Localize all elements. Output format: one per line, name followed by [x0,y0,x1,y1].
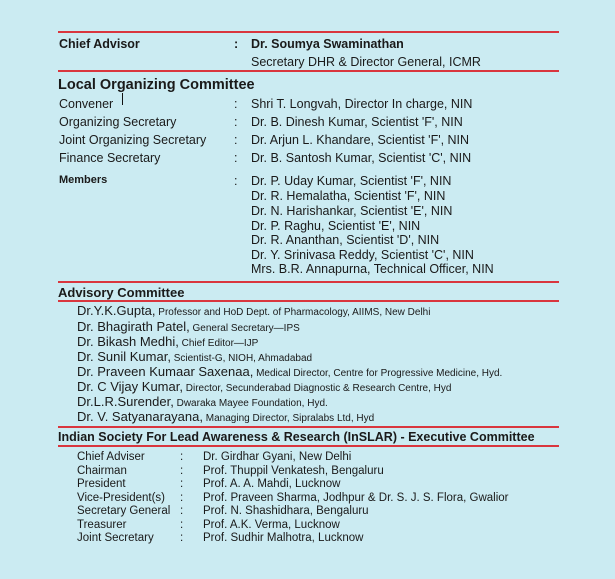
member-name: Dr.Y.K.Gupta, [77,303,156,318]
row-label: Finance Secretary [59,151,161,165]
colon: : [180,451,184,463]
row-label: Chief Adviser [77,451,145,463]
row-value: Prof. A. A. Mahdi, Lucknow [203,478,341,490]
row-value: Dr. B. Dinesh Kumar, Scientist 'F', NIN [251,115,463,129]
row-label: Convener [59,97,114,111]
chief-advisor-label: Chief Advisor [59,37,140,51]
advisory-member [77,349,312,364]
member: Dr. R. Ananthan, Scientist 'D', NIN [251,233,440,247]
row-value: Prof. A.K. Verma, Lucknow [203,519,340,531]
chief-advisor-title: Secretary DHR & Director General, ICMR [251,55,481,69]
member-name: Dr.L.R.Surender, [77,394,174,409]
divider [58,70,559,72]
advisory-member [77,379,451,394]
member-name: Dr. Sunil Kumar, [77,349,171,364]
colon: : [234,133,238,147]
advisory-member [77,364,502,379]
advisory-member [77,319,300,334]
member-detail: Medical Director, Centre for Progressive Medicine, Hyd. [253,368,503,379]
member-detail: Scientist-G, NIOH, Ahmadabad [170,353,313,364]
executive-committee-heading: Indian Society For Lead Awareness & Research (InSLAR) - Executive Committee [58,430,535,444]
member: Dr. P. Raghu, Scientist 'E', NIN [251,219,421,233]
advisory-committee-heading: Advisory Committee [58,285,185,300]
row-label: Treasurer [77,519,127,531]
row-value: Shri T. Longvah, Director In charge, NIN [251,97,473,111]
member-name: Dr. Bikash Medhi, [77,334,179,349]
member-name: Dr. Bhagirath Patel, [77,319,190,334]
member-name: Dr. V. Satyanarayana, [77,409,203,424]
row-value: Prof. Praveen Sharma, Jodhpur & Dr. S. J. S. Flora, Gwalior [203,492,509,504]
member-detail: Professor and HoD Dept. of Pharmacology, AIIMS, New Delhi [155,307,431,318]
row-value: Dr. Girdhar Gyani, New Delhi [203,451,352,463]
colon: : [180,505,184,517]
text-cursor [122,93,123,105]
member-name: Dr. Praveen Kumaar Saxenaa, [77,364,254,379]
row-value: Prof. Thuppil Venkatesh, Bengaluru [203,465,384,477]
members-label: Members [59,174,108,186]
divider [58,300,559,302]
row-value: Prof. Sudhir Malhotra, Lucknow [203,532,364,544]
colon: : [234,37,239,51]
divider [58,281,559,283]
member-detail: Dwaraka Mayee Foundation, Hyd. [173,398,328,409]
member-detail: Chief Editor—IJP [178,338,259,349]
member-detail: General Secretary—IPS [189,323,300,334]
advisory-member [77,394,328,409]
colon: : [180,492,184,504]
member: Dr. Y. Srinivasa Reddy, Scientist 'C', NIN [251,248,474,262]
row-value: Dr. B. Santosh Kumar, Scientist 'C', NIN [251,151,472,165]
advisory-member [77,303,430,318]
divider [58,445,559,447]
divider-top [58,31,559,33]
member: Dr. N. Harishankar, Scientist 'E', NIN [251,204,453,218]
row-value: Dr. Arjun L. Khandare, Scientist 'F', NIN [251,133,470,147]
colon: : [234,174,238,188]
row-label: Joint Organizing Secretary [59,133,207,147]
divider [58,426,559,428]
colon: : [234,97,238,111]
row-label: President [77,478,126,490]
member-name: Dr. C Vijay Kumar, [77,379,183,394]
advisory-member [77,409,374,424]
colon: : [234,115,238,129]
row-value: Prof. N. Shashidhara, Bengaluru [203,505,369,517]
colon: : [180,478,184,490]
row-label: Joint Secretary [77,532,154,544]
colon: : [180,465,184,477]
chief-advisor-name: Dr. Soumya Swaminathan [251,37,404,51]
row-label: Vice-President(s) [77,492,165,504]
member: Mrs. B.R. Annapurna, Technical Officer, NIN [251,262,494,276]
row-label: Chairman [77,465,127,477]
colon: : [234,151,238,165]
row-label: Secretary General [77,505,171,517]
member: Dr. P. Uday Kumar, Scientist 'F', NIN [251,174,452,188]
member-detail: Managing Director, Sipralabs Ltd, Hyd [203,413,375,424]
row-label: Organizing Secretary [59,115,177,129]
advisory-member [77,334,258,349]
colon: : [180,532,184,544]
member-detail: Director, Secunderabad Diagnostic & Research Centre, Hyd [182,383,452,394]
colon: : [180,519,184,531]
chief-advisor-row [0,37,615,53]
member: Dr. R. Hemalatha, Scientist 'F', NIN [251,189,446,203]
local-committee-heading: Local Organizing Committee [58,77,255,93]
